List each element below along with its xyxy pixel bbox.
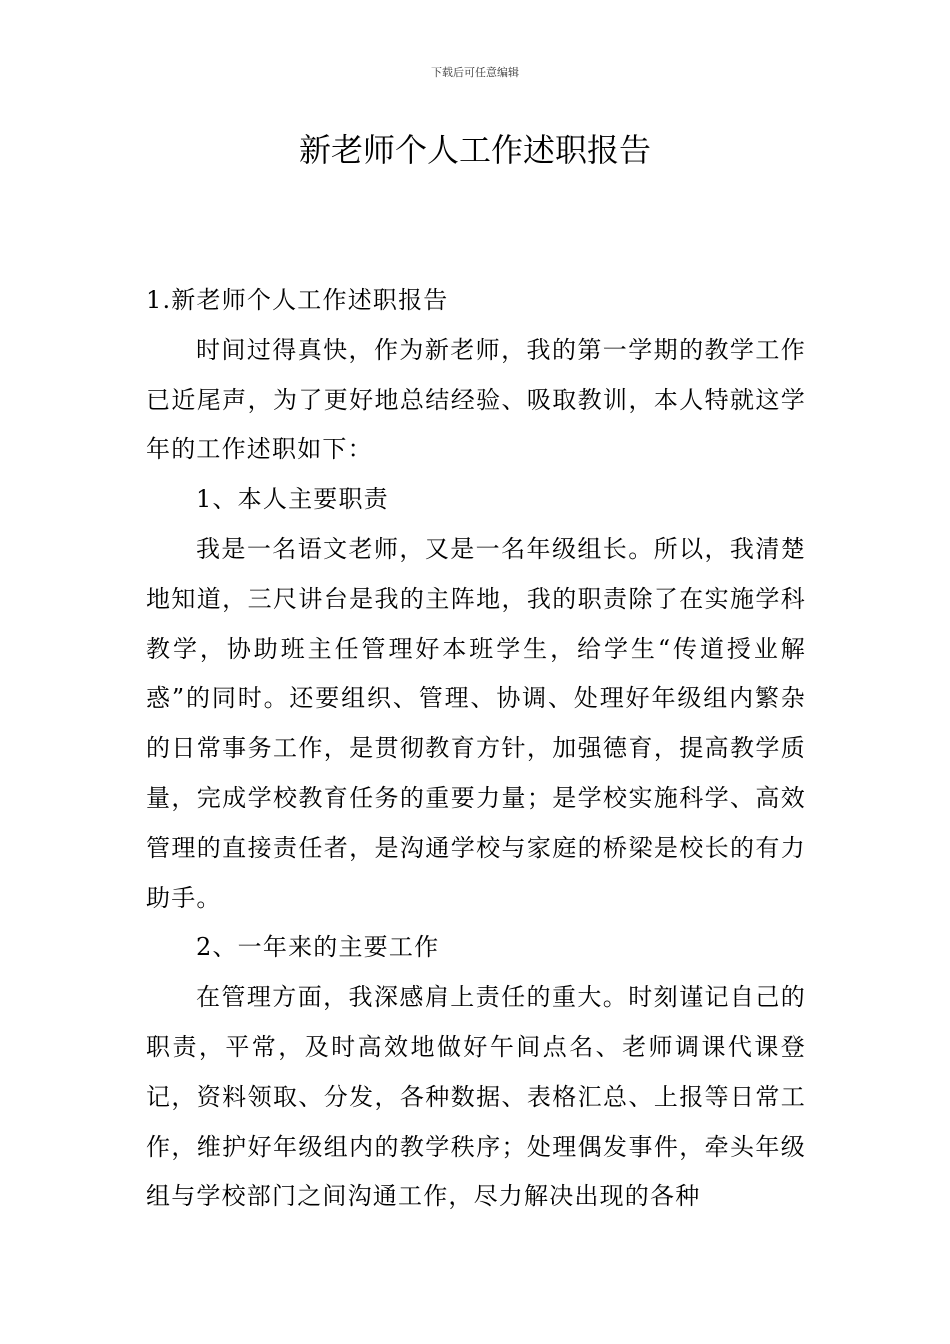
intro-paragraph: 时间过得真快，作为新老师，我的第一学期的教学工作已近尾声，为了更好地总结经验、吸取教训，本人特就这学年的工作述职如下：	[146, 335, 806, 464]
duties-paragraph: 我是一名语文老师，又是一名年级组长。所以，我清楚地知道，三尺讲台是我的主阵地，我的职责除了在实施学科教学，协助班主任管理好本班学生，给学生“传道授业解惑”的同时。还要组织、管理、协调、处理好年级组内繁杂的日常事务工作，是贯彻教育方针，加强德育，提高教学质量，完成学校教育任务的重要力量；是学校实施科学、高效管理的直接责任者，是沟通学校与家庭的桥梁是校长的有力助手。	[146, 534, 806, 912]
document-body	[146, 276, 806, 1222]
subheading-main-work: 2、一年来的主要工作	[196, 933, 440, 962]
management-paragraph: 在管理方面，我深感肩上责任的重大。时刻谨记自己的职责，平常，及时高效地做好午间点名、老师调课代课登记，资料领取、分发，各种数据、表格汇总、上报等日常工作，维护好年级组内的教学秩序；处理偶发事件，牵头年级组与学校部门之间沟通工作，尽力解决出现的各种	[146, 983, 806, 1211]
subheading-duties: 1、本人主要职责	[196, 485, 389, 514]
document-title: 新老师个人工作述职报告	[298, 131, 651, 169]
page-header-note: 下载后可任意编辑	[431, 66, 519, 79]
section-heading: 1.新老师个人工作述职报告	[146, 286, 449, 314]
